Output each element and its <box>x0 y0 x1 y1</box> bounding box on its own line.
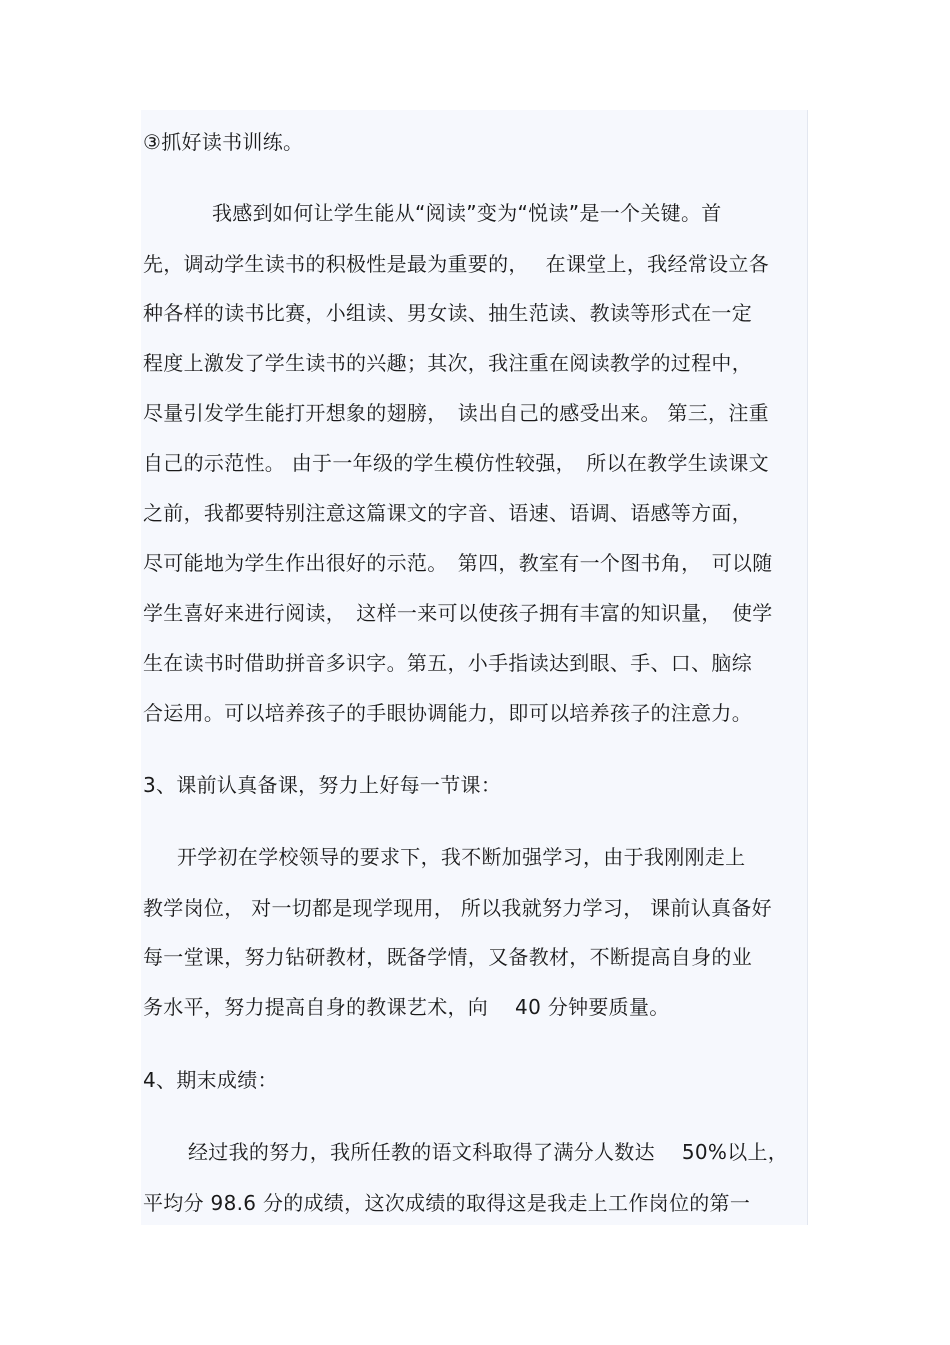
paragraph-line: 经过我的努力，我所任教的语文科取得了满分人数达 50%以上， <box>188 1140 789 1164</box>
paragraph-line: 我感到如何让学生能从“阅读”变为“悦读”是一个关键。首 <box>212 201 722 225</box>
paragraph-line: 合运用。可以培养孩子的手眼协调能力，即可以培养孩子的注意力。 <box>143 701 752 725</box>
paragraph-line: 学生喜好来进行阅读， 这样一来可以使孩子拥有丰富的知识量， 使学 <box>143 601 773 625</box>
paragraph-line: 务水平，努力提高自身的教课艺术，向 40 分钟要质量。 <box>143 995 670 1019</box>
paragraph-line: 教学岗位， 对一切都是现学现用， 所以我就努力学习， 课前认真备好 <box>143 896 772 920</box>
paragraph-line: 先，调动学生读书的积极性是最为重要的， 在课堂上，我经常设立各 <box>143 252 769 276</box>
heading-reading-training: ③抓好读书训练。 <box>143 130 304 154</box>
paragraph-line: 开学初在学校领导的要求下，我不断加强学习，由于我刚刚走上 <box>177 845 746 869</box>
heading-final-results: 4、期末成绩： <box>143 1068 278 1092</box>
heading-lesson-preparation: 3、课前认真备课，努力上好每一节课： <box>143 773 502 797</box>
paragraph-line: 之前，我都要特别注意这篇课文的字音、语速、语调、语感等方面， <box>143 501 752 525</box>
paragraph-line: 程度上激发了学生读书的兴趣；其次，我注重在阅读教学的过程中， <box>143 351 752 375</box>
paragraph-line: 每一堂课，努力钻研教材，既备学情，又备教材，不断提高自身的业 <box>143 945 752 969</box>
paragraph-line: 尽可能地为学生作出很好的示范。 第四，教室有一个图书角， 可以随 <box>143 551 773 575</box>
paragraph-line: 生在读书时借助拼音多识字。第五，小手指读达到眼、手、口、脑综 <box>143 651 752 675</box>
paragraph-line: 尽量引发学生能打开想象的翅膀， 读出自己的感受出来。 第三，注重 <box>143 401 769 425</box>
paragraph-line: 自己的示范性。 由于一年级的学生模仿性较强， 所以在教学生读课文 <box>143 451 769 475</box>
paragraph-line: 种各样的读书比赛，小组读、男女读、抽生范读、教读等形式在一定 <box>143 301 752 325</box>
paragraph-line: 平均分 98.6 分的成绩，这次成绩的取得这是我走上工作岗位的第一 <box>143 1191 751 1215</box>
